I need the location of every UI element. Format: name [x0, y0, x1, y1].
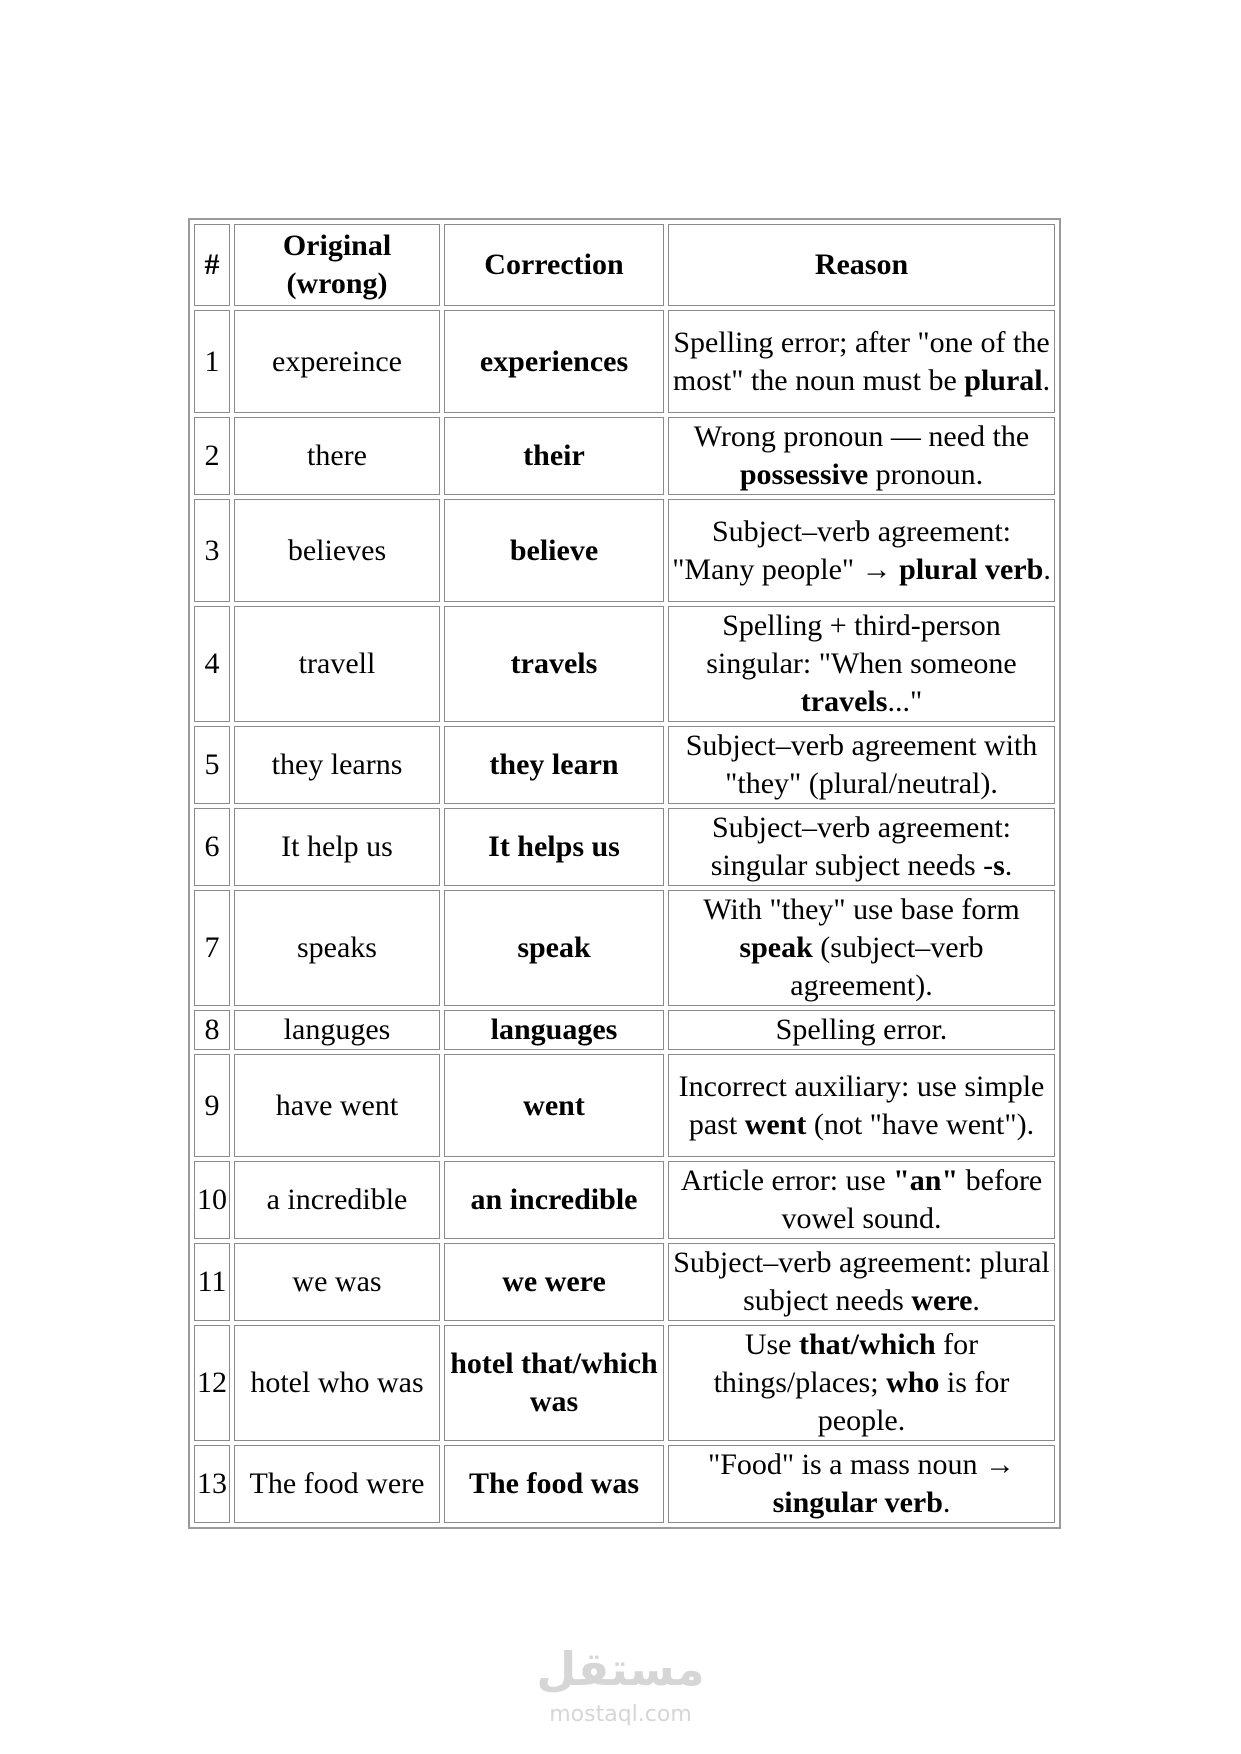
table-row: [194, 890, 1055, 1006]
table-row: [194, 808, 1055, 886]
row-number: 9: [194, 1054, 230, 1157]
original-cell: expereince: [234, 310, 440, 413]
table-header-row: [194, 224, 1055, 306]
reason-cell: [668, 310, 1055, 413]
reason-text: .: [1043, 552, 1051, 586]
reason-cell: [668, 890, 1055, 1006]
row-number: 8: [194, 1010, 230, 1050]
reason-text: .: [1042, 363, 1051, 397]
reason-text: Subject–verb agreement: singular subject needs -: [710, 811, 1012, 882]
reason-text: Subject–verb agreement with "they" (plural/neutral).: [685, 729, 1038, 800]
reason-emphasis: who: [886, 1366, 940, 1399]
original-cell: hotel who was: [234, 1325, 440, 1441]
correction-cell: their: [444, 417, 664, 495]
reason-emphasis: possessive: [739, 458, 869, 491]
original-cell: It help us: [234, 808, 440, 886]
watermark-logo: مستقل: [536, 1642, 705, 1696]
row-number: 12: [194, 1325, 230, 1441]
reason-emphasis: plural: [964, 363, 1043, 397]
reason-text: Spelling error; after "one of the most" the noun must be: [672, 325, 1050, 397]
table-body: [194, 310, 1055, 1523]
row-number: 11: [194, 1243, 230, 1321]
row-number: 4: [194, 606, 230, 722]
reason-text: Spelling + third-person singular: "When someone: [706, 609, 1017, 680]
reason-text: is for people.: [817, 1366, 1010, 1437]
reason-cell: [668, 1243, 1055, 1321]
reason-cell: [668, 1325, 1055, 1441]
row-number: 7: [194, 890, 230, 1006]
correction-cell: The food was: [444, 1445, 664, 1523]
row-number: 13: [194, 1445, 230, 1523]
reason-cell: [668, 1445, 1055, 1523]
reason-cell: [668, 1010, 1055, 1050]
watermark-site: mostaql.com: [549, 1702, 692, 1727]
header-reason: Reason: [668, 224, 1055, 306]
reason-text: With "they" use base form: [703, 893, 1020, 926]
reason-emphasis: travels: [800, 685, 888, 718]
correction-cell: they learn: [444, 726, 664, 804]
header-num: #: [194, 224, 230, 306]
row-number: 3: [194, 499, 230, 602]
table-row: [194, 417, 1055, 495]
reason-emphasis: speak: [739, 931, 813, 964]
table-row: [194, 1445, 1055, 1523]
reason-text: (not "have went").: [806, 1107, 1035, 1141]
reason-cell: [668, 726, 1055, 804]
table-row: [194, 1325, 1055, 1441]
correction-cell: hotel that/which was: [444, 1325, 664, 1441]
reason-emphasis: singular verb: [772, 1486, 943, 1519]
table-row: [194, 606, 1055, 722]
table-row: [194, 726, 1055, 804]
original-cell: travell: [234, 606, 440, 722]
corrections-table-wrapper: [188, 218, 1061, 1529]
original-cell: there: [234, 417, 440, 495]
reason-text: (subject–verb agreement).: [790, 931, 984, 1002]
reason-text: Spelling error.: [775, 1013, 948, 1046]
original-cell: we was: [234, 1243, 440, 1321]
row-number: 6: [194, 808, 230, 886]
original-cell: languges: [234, 1010, 440, 1050]
table-row: [194, 499, 1055, 602]
reason-text: pronoun.: [868, 458, 984, 491]
reason-text: Subject–verb agreement: "Many people" →: [672, 514, 1012, 586]
reason-text: Incorrect auxiliary: use simple past: [678, 1069, 1045, 1141]
correction-cell: travels: [444, 606, 664, 722]
original-cell: they learns: [234, 726, 440, 804]
correction-cell: went: [444, 1054, 664, 1157]
correction-cell: It helps us: [444, 808, 664, 886]
correction-cell: languages: [444, 1010, 664, 1050]
reason-emphasis: "an": [893, 1164, 959, 1197]
reason-emphasis: s: [993, 849, 1005, 882]
corrections-table: [188, 218, 1061, 1529]
header-correction: Correction: [444, 224, 664, 306]
correction-cell: we were: [444, 1243, 664, 1321]
table-row: [194, 1010, 1055, 1050]
correction-cell: an incredible: [444, 1161, 664, 1239]
reason-text: Use: [744, 1328, 799, 1361]
reason-text: before vowel sound.: [781, 1164, 1043, 1235]
reason-text: .: [972, 1284, 980, 1317]
reason-text: Article error: use: [680, 1164, 894, 1197]
reason-text: "Food" is a mass noun →: [707, 1448, 1015, 1481]
reason-cell: [668, 417, 1055, 495]
original-cell: believes: [234, 499, 440, 602]
row-number: 10: [194, 1161, 230, 1239]
correction-cell: speak: [444, 890, 664, 1006]
reason-cell: [668, 1161, 1055, 1239]
correction-cell: believe: [444, 499, 664, 602]
header-original: Original (wrong): [234, 224, 440, 306]
reason-cell: [668, 808, 1055, 886]
table-row: [194, 310, 1055, 413]
table-row: [194, 1054, 1055, 1157]
reason-emphasis: went: [744, 1107, 807, 1141]
reason-emphasis: that/which: [798, 1328, 936, 1361]
reason-text: Subject–verb agreement: plural subject needs: [673, 1246, 1050, 1317]
table-row: [194, 1161, 1055, 1239]
reason-text: .: [1004, 849, 1013, 882]
original-cell: have went: [234, 1054, 440, 1157]
reason-emphasis: were: [911, 1284, 973, 1317]
row-number: 1: [194, 310, 230, 413]
original-cell: a incredible: [234, 1161, 440, 1239]
row-number: 5: [194, 726, 230, 804]
original-cell: speaks: [234, 890, 440, 1006]
reason-text: for things/places;: [713, 1328, 979, 1399]
reason-text: ...": [887, 685, 923, 718]
reason-text: Wrong pronoun — need the: [693, 420, 1030, 453]
row-number: 2: [194, 417, 230, 495]
reason-cell: [668, 1054, 1055, 1157]
reason-text: .: [942, 1486, 951, 1519]
table-row: [194, 1243, 1055, 1321]
reason-cell: [668, 499, 1055, 602]
reason-emphasis: plural verb: [899, 552, 1044, 586]
original-cell: The food were: [234, 1445, 440, 1523]
reason-cell: [668, 606, 1055, 722]
correction-cell: experiences: [444, 310, 664, 413]
